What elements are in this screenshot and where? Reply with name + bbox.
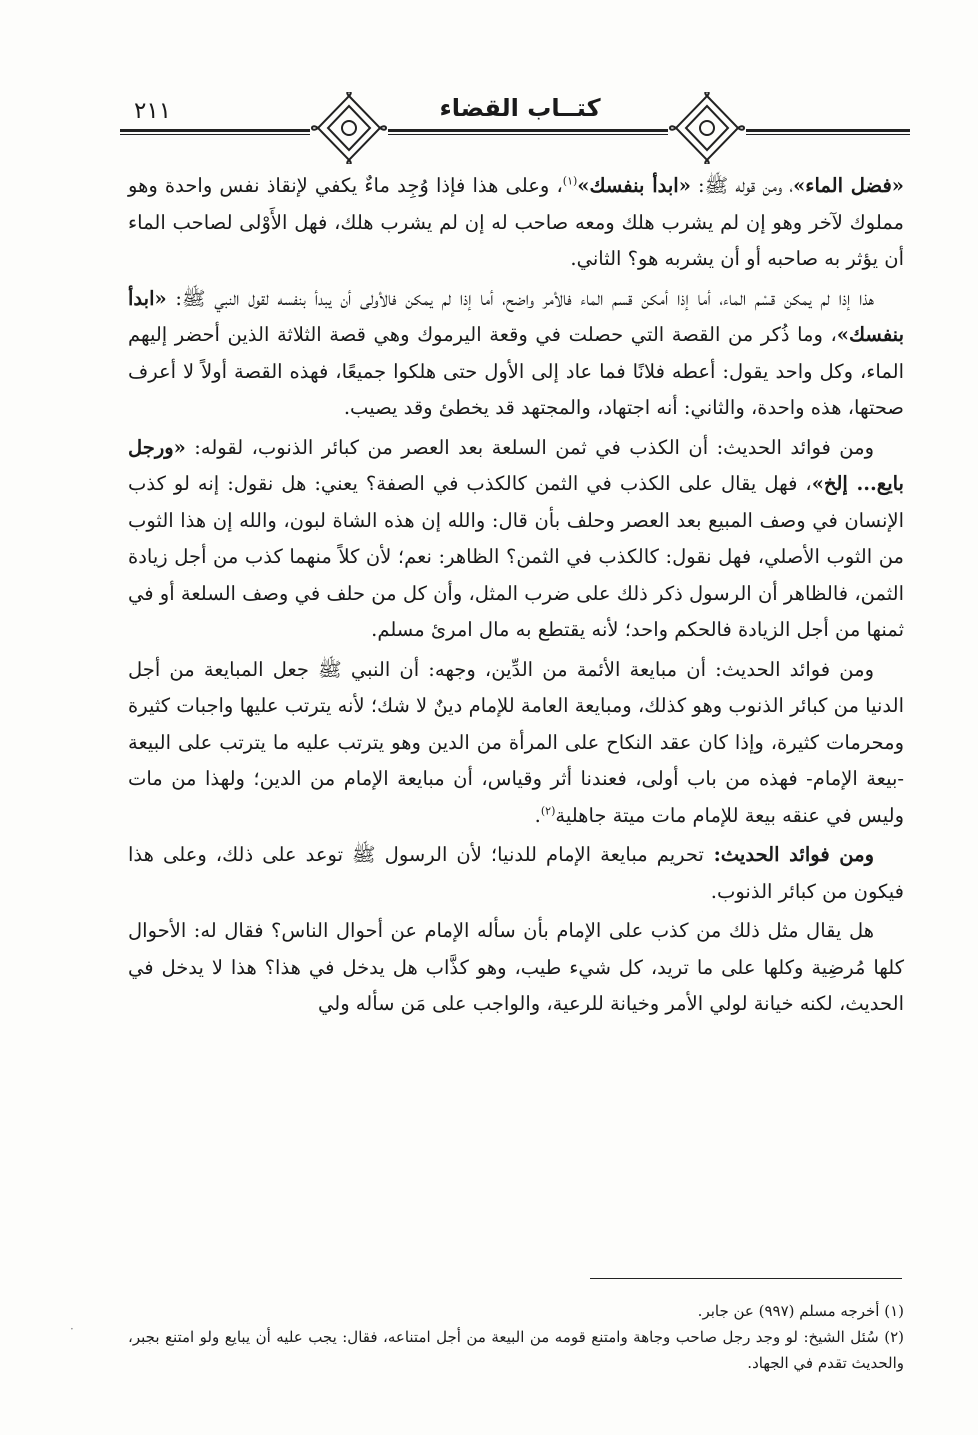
paragraph xyxy=(128,281,904,427)
text-run: هذا إذا لم يمكن قسْم الماء، أما إذا أمكن قسم الماء فالأمر واضح، أما إذا لم يمكن فالأولى أن يبدأ بنفسه لقول النبي ﷺ: xyxy=(166,286,874,310)
footnotes xyxy=(128,1298,904,1376)
text-run: . xyxy=(534,803,541,827)
paragraph xyxy=(128,837,904,910)
footnote-ref: (٢) xyxy=(540,804,556,817)
paragraph xyxy=(128,168,904,278)
text-run: ، ومن قوله ﷺ: xyxy=(690,174,794,197)
page-header xyxy=(120,92,910,172)
text-run: هل يقال مثل ذلك من كذب على الإمام بأن سأله الإمام عن أحوال الناس؟ فقال له: الأحوال كلها مُرضِية وكلها على ما تريد، كل شيء طيب، وهو كذَّاب هل يدخل في هذا؟ هذا لا يدخل في الحديث، لكنه خيانة لولي الأمر وخيانة للرعية، والواجب على مَن سأله ولي xyxy=(128,919,904,1015)
paragraph xyxy=(128,913,904,1023)
text-run: تحريم مبايعة الإمام للدنيا؛ لأن الرسول ﷺ توعد على ذلك، وعلى هذا فيكون من كبائر الذنوب. xyxy=(128,843,904,903)
running-title: كتــاب القضاء xyxy=(410,94,630,122)
footnote-rule xyxy=(590,1278,902,1279)
text-run: ومن فوائد الحديث: أن الكذب في ثمن السلعة بعد العصر من كبائر الذنوب، لقوله: xyxy=(185,435,874,459)
hadith-quote: «ابدأ بنفسك» xyxy=(577,174,691,197)
footnote: (١) أخرجه مسلم (٩٩٧) عن جابر. xyxy=(697,1302,904,1320)
hadith-quote: «ورجل بايع... إلخ» xyxy=(128,435,904,495)
quote-bold: «فضل الماء» xyxy=(793,174,904,197)
paragraph xyxy=(128,652,904,835)
header-rule xyxy=(120,129,910,132)
text-run: ، وما ذُكر من القصة التي حصلت في وقعة اليرموك وهي قصة الثلاثة الذين أحضر إليهم الماء، وكل واحد يقول: أعطه فلانًا فما عاد إلى الأول حتى هلكوا جميعًا، فهذه القصة أولاً لا أعرف صحتها، هذه واحدة، والثاني: أنه اجتهاد، والمجتهد قد يخطئ وقد يصيب. xyxy=(128,323,904,419)
page-number: ٢١١ xyxy=(134,98,172,124)
header-rule-thin xyxy=(120,134,910,135)
section-lead: ومن فوائد الحديث: xyxy=(703,843,875,866)
hadith-quote: «ابدأ بنفسك» xyxy=(128,286,904,346)
ornament-icon xyxy=(310,92,388,164)
ornament-icon xyxy=(668,92,746,164)
footnote-ref: (١) xyxy=(562,174,578,188)
footnote: (٢) سُئل الشيخ: لو وجد رجل صاحب وجاهة وامتنع قومه من البيعة من أجل امتناعه، فقال: يجب عليه أن يبايع ولو امتنع بجبر، والحديث تقدم في الجهاد. xyxy=(128,1328,904,1372)
scan-speck: · xyxy=(70,1322,74,1336)
main-text xyxy=(128,168,904,1026)
text-run: ، فهل يقال على الكذب في الثمن كالكذب في الصفة؟ يعني: هل نقول: إنه لو كذب الإنسان في وصف المبيع بعد العصر وحلف بأن قال: والله إن هذه الشاة لبون، والله إن هذا الثوب من الثوب الأصلي، فهل نقول: كالكذب في الثمن؟ الظاهر: نعم؛ لأن كلاً منهما كذب من أجل زيادة الثمن، فالظاهر أن الرسول ذكر ذلك على ضرب المثل، وأن كل من حلف في وصف السلعة أو في ثمنها من أجل الزيادة فالحكم واحد؛ لأنه يقتطع به مال امرئ مسلم. xyxy=(128,472,904,641)
paragraph xyxy=(128,430,904,649)
text-run: ومن فوائد الحديث: أن مبايعة الأئمة من الدِّين، وجهه: أن النبي ﷺ جعل المبايعة من أجل الدنيا من كبائر الذنوب وهو كذلك، ومبايعة العامة للإمام دينٌ لا شك؛ لأنه يترتب عليها واجبات كثيرة ومحرمات كثيرة، وإذا كان عقد النكاح على المرأة من الدين وهو يترتب عليه ما يترتب على البيعة -بيعة الإمام- فهذه من باب أولى، فعندنا أثر وقياس، أن مبايعة الإمام من الدين؛ ولهذا من مات وليس في عنقه بيعة للإمام مات ميتة جاهلية xyxy=(128,657,904,827)
text-run: ، وعلى هذا فإذا وُجِد ماءٌ يكفي لإنقاذ نفس واحدة وهو مملوك لآخر وهو إن لم يشرب هلك ومعه صاحب له إن لم يشرب هلك، فهل الأَوْلى لصاحب الماء أن يؤثر به صاحبه أو أن يشربه هو؟ الثاني. xyxy=(128,174,904,270)
